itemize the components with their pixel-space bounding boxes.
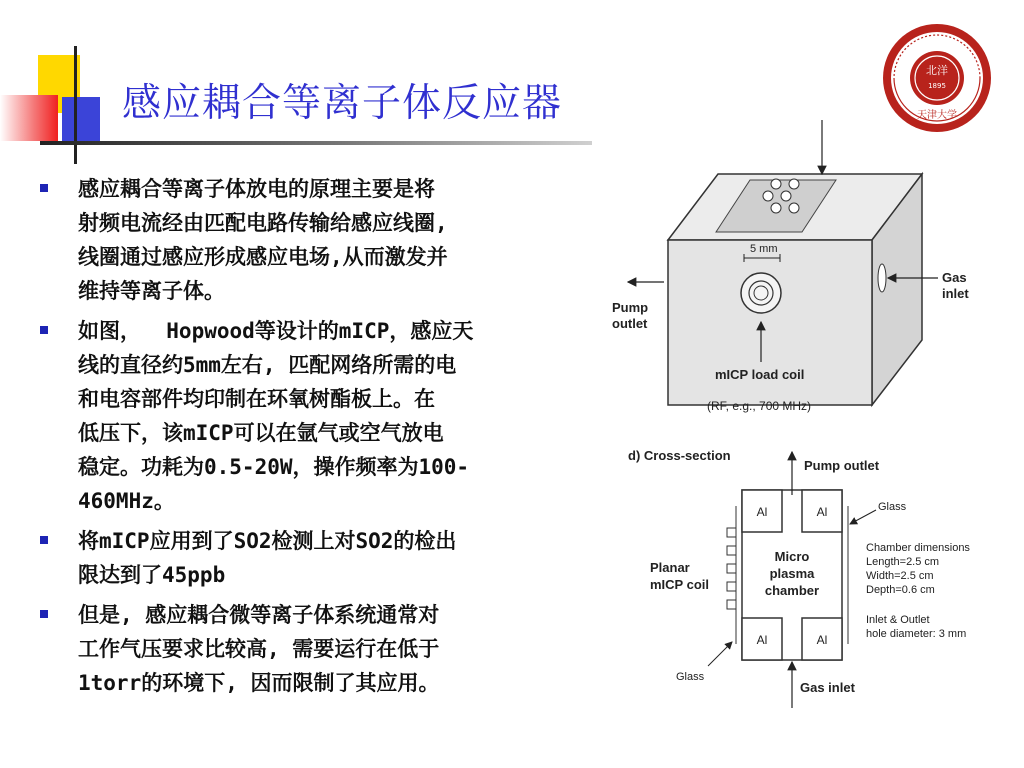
bullet-item [40, 314, 600, 518]
svg-text:1895: 1895 [928, 82, 946, 90]
al-block-label: Al [756, 633, 768, 647]
bullet-square-icon [40, 326, 48, 334]
svg-text:天津大学: 天津大学 [917, 110, 957, 121]
chamber-label: Micro [774, 549, 810, 564]
gas-inlet-label: inlet [942, 286, 969, 301]
bullet-item [40, 524, 600, 592]
glass-label-bottom: Glass [676, 671, 705, 683]
bullet-square-icon [40, 536, 48, 544]
al-block-label: Al [816, 505, 828, 519]
chamber-label: plasma [769, 566, 815, 581]
dimension-label: 5 mm [750, 243, 778, 255]
title-underline [40, 141, 592, 145]
cross-pump-outlet-label: Pump outlet [804, 458, 880, 473]
al-block-label: Al [816, 633, 828, 647]
bullet-item [40, 172, 600, 308]
planar-coil-label: Planar [650, 560, 690, 575]
bullet-text: 但是, 感应耦合微等离子体系统通常对 工作气压要求比较高, 需要运行在低于 1torr的环境下, 因而限制了其应用。 [78, 603, 440, 695]
bullet-text: 感应耦合等离子体放电的原理主要是将 射频电流经由匹配电路传输给感应线圈, 线圈通过感应形成感应电场,从而激发并 维持等离子体。 [78, 177, 448, 303]
cross-gas-inlet-label: Gas inlet [800, 680, 855, 695]
device-3d-diagram [628, 120, 938, 405]
hole-diameter-text: Inlet & Outlet [866, 614, 930, 626]
chamber-label: chamber [764, 583, 820, 598]
bullet-list [40, 172, 600, 706]
micp-figure [600, 110, 1020, 720]
bullet-item [40, 598, 600, 700]
hole-diameter-text: hole diameter: 3 mm [866, 628, 967, 640]
glass-label-top: Glass [878, 501, 907, 513]
pump-outlet-label: Pump [612, 300, 649, 315]
title-deco-vertical-line [74, 46, 77, 164]
chamber-dimensions-text: Length=2.5 cm [866, 556, 940, 568]
al-block-label: Al [756, 505, 768, 519]
bullet-text: 将mICP应用到了SO2检测上对SO2的检出 限达到了45ppb [78, 529, 457, 587]
title-deco-blue-block [62, 97, 100, 141]
bullet-square-icon [40, 184, 48, 192]
planar-coil-label: mICP coil [650, 577, 710, 592]
bullet-text: 如图， Hopwood等设计的mICP，感应天 线的直径约5mm左右, 匹配网络所需的电 和电容部件均印制在环氧树酯板上。在 低压下，该mICP可以在氩气或空气放电 稳定。功耗为0.5-20W，操作频率为100- 460MHz。 [78, 319, 474, 513]
pump-outlet-label: outlet [612, 316, 648, 331]
chamber-dimensions-text: Width=2.5 cm [866, 570, 934, 582]
cross-section-heading: d) Cross-section [628, 448, 731, 463]
coil-note: (RF, e.g., 700 MHz) [707, 399, 812, 413]
title-deco-red-gradient [0, 95, 58, 141]
gas-inlet-label: Gas [942, 270, 967, 285]
chamber-dimensions-text: Depth=0.6 cm [866, 584, 935, 596]
svg-text:北洋: 北洋 [926, 64, 948, 77]
chamber-dimensions-text: Chamber dimensions [866, 542, 970, 554]
bullet-square-icon [40, 610, 48, 618]
coil-label: mICP load coil [715, 367, 805, 382]
slide-title: 感应耦合等离子体反应器 [122, 81, 563, 126]
